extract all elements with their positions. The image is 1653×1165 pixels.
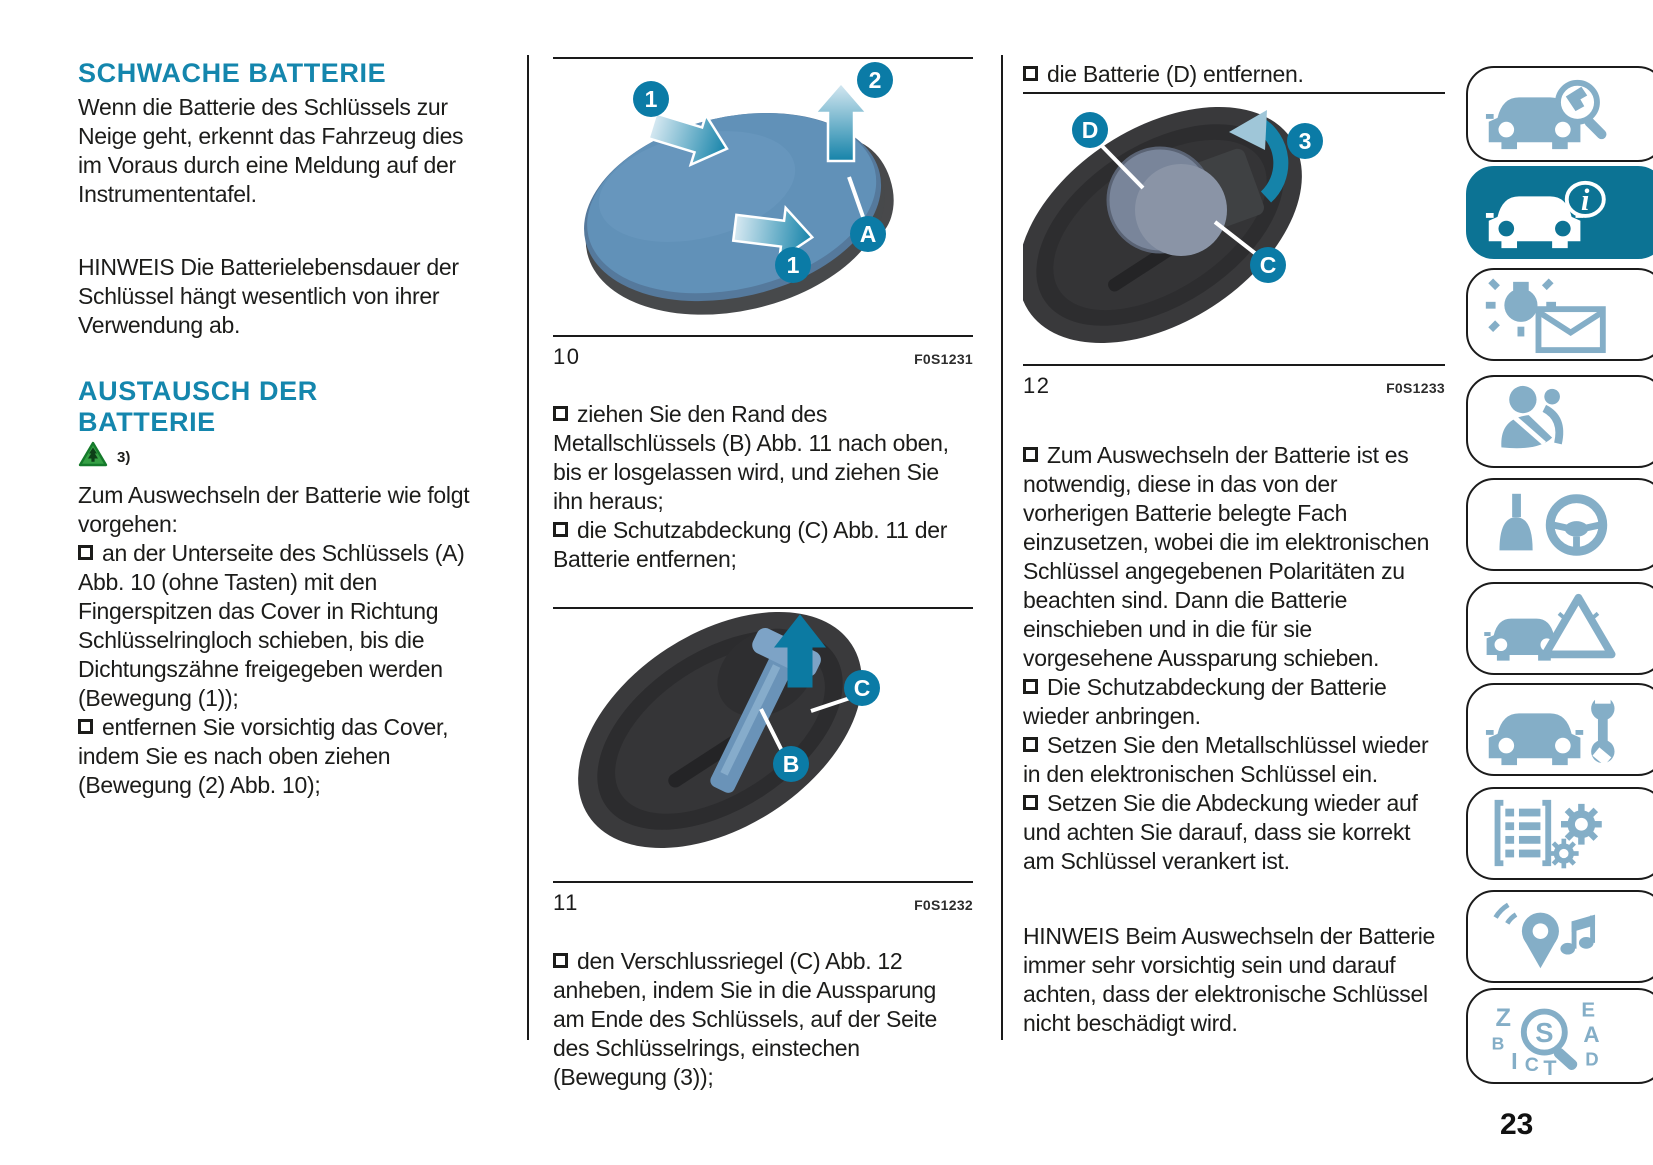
index-letter: E — [1581, 998, 1596, 1022]
figure-10-key-cover-removal — [553, 57, 973, 337]
alphabetical-index-icon — [1482, 995, 1632, 1077]
index-letter: C — [1524, 1054, 1539, 1077]
specifications-list-gears-icon — [1482, 795, 1632, 873]
bullet-list — [1023, 441, 1445, 876]
callout-1b: 1 — [775, 247, 811, 283]
bullet-square-icon — [1023, 795, 1038, 810]
sidebar-tab-index[interactable] — [1466, 988, 1653, 1084]
sidebar-tab-safety[interactable] — [1466, 375, 1653, 468]
sidebar-tab-warning-lights-messages[interactable] — [1466, 268, 1653, 361]
bullet-list — [78, 539, 486, 800]
warning-light-message-icon — [1482, 276, 1632, 354]
middle-column — [553, 57, 973, 1092]
sidebar-tab-multimedia[interactable] — [1466, 890, 1653, 983]
page-number: 23 — [1500, 1108, 1534, 1141]
figure-code: F0S1233 — [1386, 380, 1445, 396]
bullet-item: entfernen Sie vorsichtig das Cover, indem Sie es nach oben ziehen (Bewegung (2) Abb. 10); — [78, 714, 449, 798]
index-lens-letter: S — [1535, 1016, 1554, 1048]
info-glyph: i — [1581, 182, 1590, 217]
bullet-item: ziehen Sie den Rand des Metallschlüssels (B) Abb. 11 nach oben, bis er losgelassen wird, und ziehen Sie ihn heraus; — [553, 401, 949, 514]
column-divider — [527, 55, 529, 1040]
bullet-list — [553, 947, 973, 1092]
sidebar-tab-getting-to-know-vehicle[interactable] — [1466, 166, 1653, 259]
bullet-square-icon — [1023, 447, 1038, 462]
figure-12-battery-removal — [1023, 92, 1445, 366]
bullet-square-icon — [1023, 679, 1038, 694]
figure-number: 10 — [553, 344, 581, 369]
callout-1: 1 — [633, 81, 669, 117]
index-letter: I — [1511, 1048, 1518, 1075]
callout-A: A — [850, 216, 886, 252]
callout-D: D — [1072, 112, 1108, 148]
key-fob-open-illustration — [553, 609, 973, 881]
intro-paragraph: Zum Auswechseln der Batterie wie folgt vorgehen: — [78, 482, 470, 537]
bullet-item: an der Unterseite des Schlüssels (A) Abb. 10 (ohne Tasten) mit den Fingerspitzen das Cover in Richtung Schlüsselringloch schieben, bis die Dichtungszähne freigegeben werden (Bewegung (1)); — [78, 540, 465, 711]
paragraph: Wenn die Batterie des Schlüssels zur Neige geht, erkennt das Fahrzeug dies im Voraus durch eine Meldung auf der Instrumententafel. — [78, 94, 464, 207]
car-overview-magnifier-icon — [1482, 75, 1632, 153]
figure-number: 12 — [1023, 373, 1051, 398]
bullet-item: Setzen Sie den Metallschlüssel wieder in den elektronischen Schlüssel ein. — [1023, 732, 1429, 787]
key-fob-cover-illustration — [553, 59, 973, 335]
section-heading-weak-battery: SCHWACHE BATTERIE — [78, 58, 387, 88]
bullet-item: Zum Auswechseln der Batterie ist es notwendig, diese in das von der vorherigen Batterie belegte Fach einzusetzen, wobei die im elektronischen Schlüssel angegebenen Polaritäten zu beachten sind. Dann die Batterie einschieben und in die für sie vorgesehene Aussparung schieben. — [1023, 442, 1430, 671]
bullet-square-icon — [1023, 737, 1038, 752]
occupant-safety-belt-icon — [1482, 383, 1632, 461]
gearshift-steering-wheel-icon — [1482, 486, 1632, 564]
note-paragraph: HINWEIS Beim Auswechseln der Batterie immer sehr vorsichtig sein und darauf achten, dass der elektronische Schlüssel nicht beschädigt wird. — [1023, 923, 1436, 1036]
sidebar-tab-overview[interactable] — [1466, 66, 1653, 162]
section-heading-battery-replacement: AUSTAUSCH DER BATTERIE — [78, 376, 318, 437]
emergency-warning-triangle-icon — [1482, 590, 1632, 668]
column-divider — [1001, 55, 1003, 1040]
sidebar-tab-starting-driving[interactable] — [1466, 478, 1653, 571]
footnote-row — [78, 443, 486, 471]
callout-B: B — [773, 746, 809, 782]
bullet-item: den Verschlussriegel (C) Abb. 12 anheben, indem Sie in die Aussparung am Ende des Schlüssels, auf der Seite des Schlüsselrings, einstechen (Bewegung (3)); — [553, 948, 937, 1090]
index-letter: A — [1583, 1021, 1600, 1047]
figure-12-caption — [1023, 366, 1445, 399]
car-info-icon — [1482, 174, 1632, 252]
bullet-item: Die Schutzabdeckung der Batterie wieder anbringen. — [1023, 674, 1387, 729]
sidebar-tab-service-maintenance[interactable] — [1466, 683, 1653, 776]
sidebar-tab-technical-specifications[interactable] — [1466, 787, 1653, 880]
figure-number: 11 — [553, 890, 579, 915]
index-letter: B — [1491, 1033, 1505, 1054]
bullet-square-icon — [1023, 66, 1038, 81]
bullet-square-icon — [553, 406, 568, 421]
bullet-square-icon — [553, 953, 568, 968]
bullet-item: die Schutzabdeckung (C) Abb. 11 der Batterie entfernen; — [553, 517, 948, 572]
figure-11-metal-key-removal — [553, 607, 973, 883]
bullet-square-icon — [553, 522, 568, 537]
footnote-reference: 3) — [117, 448, 131, 466]
figure-10-caption — [553, 337, 973, 370]
callout-3: 3 — [1287, 123, 1323, 159]
multimedia-navigation-icon — [1482, 898, 1632, 976]
figure-11-caption — [553, 883, 973, 916]
index-letter: Z — [1495, 1004, 1512, 1033]
callout-C: C — [844, 670, 880, 706]
note-paragraph: HINWEIS Die Batterielebensdauer der Schlüssel hängt wesentlich von ihrer Verwendung ab. — [78, 254, 459, 338]
bullet-square-icon — [78, 545, 93, 560]
bullet-square-icon — [78, 719, 93, 734]
sidebar-tab-emergency[interactable] — [1466, 582, 1653, 675]
car-service-wrench-icon — [1482, 691, 1632, 769]
bullet-item: Setzen Sie die Abdeckung wieder auf und achten Sie darauf, dass sie korrekt am Schlüssel verankert ist. — [1023, 790, 1418, 874]
figure-code: F0S1231 — [914, 351, 973, 367]
callout-C: C — [1250, 247, 1286, 283]
index-letter: D — [1585, 1048, 1599, 1070]
callout-2: 2 — [857, 62, 893, 98]
bullet-list — [553, 400, 973, 574]
figure-code: F0S1232 — [914, 897, 973, 913]
bullet-item: die Batterie (D) entfernen. — [1023, 60, 1445, 89]
left-column — [78, 58, 486, 800]
index-letter: T — [1543, 1056, 1557, 1077]
recycling-tree-triangle-icon — [78, 441, 108, 473]
right-column — [1023, 60, 1445, 1038]
